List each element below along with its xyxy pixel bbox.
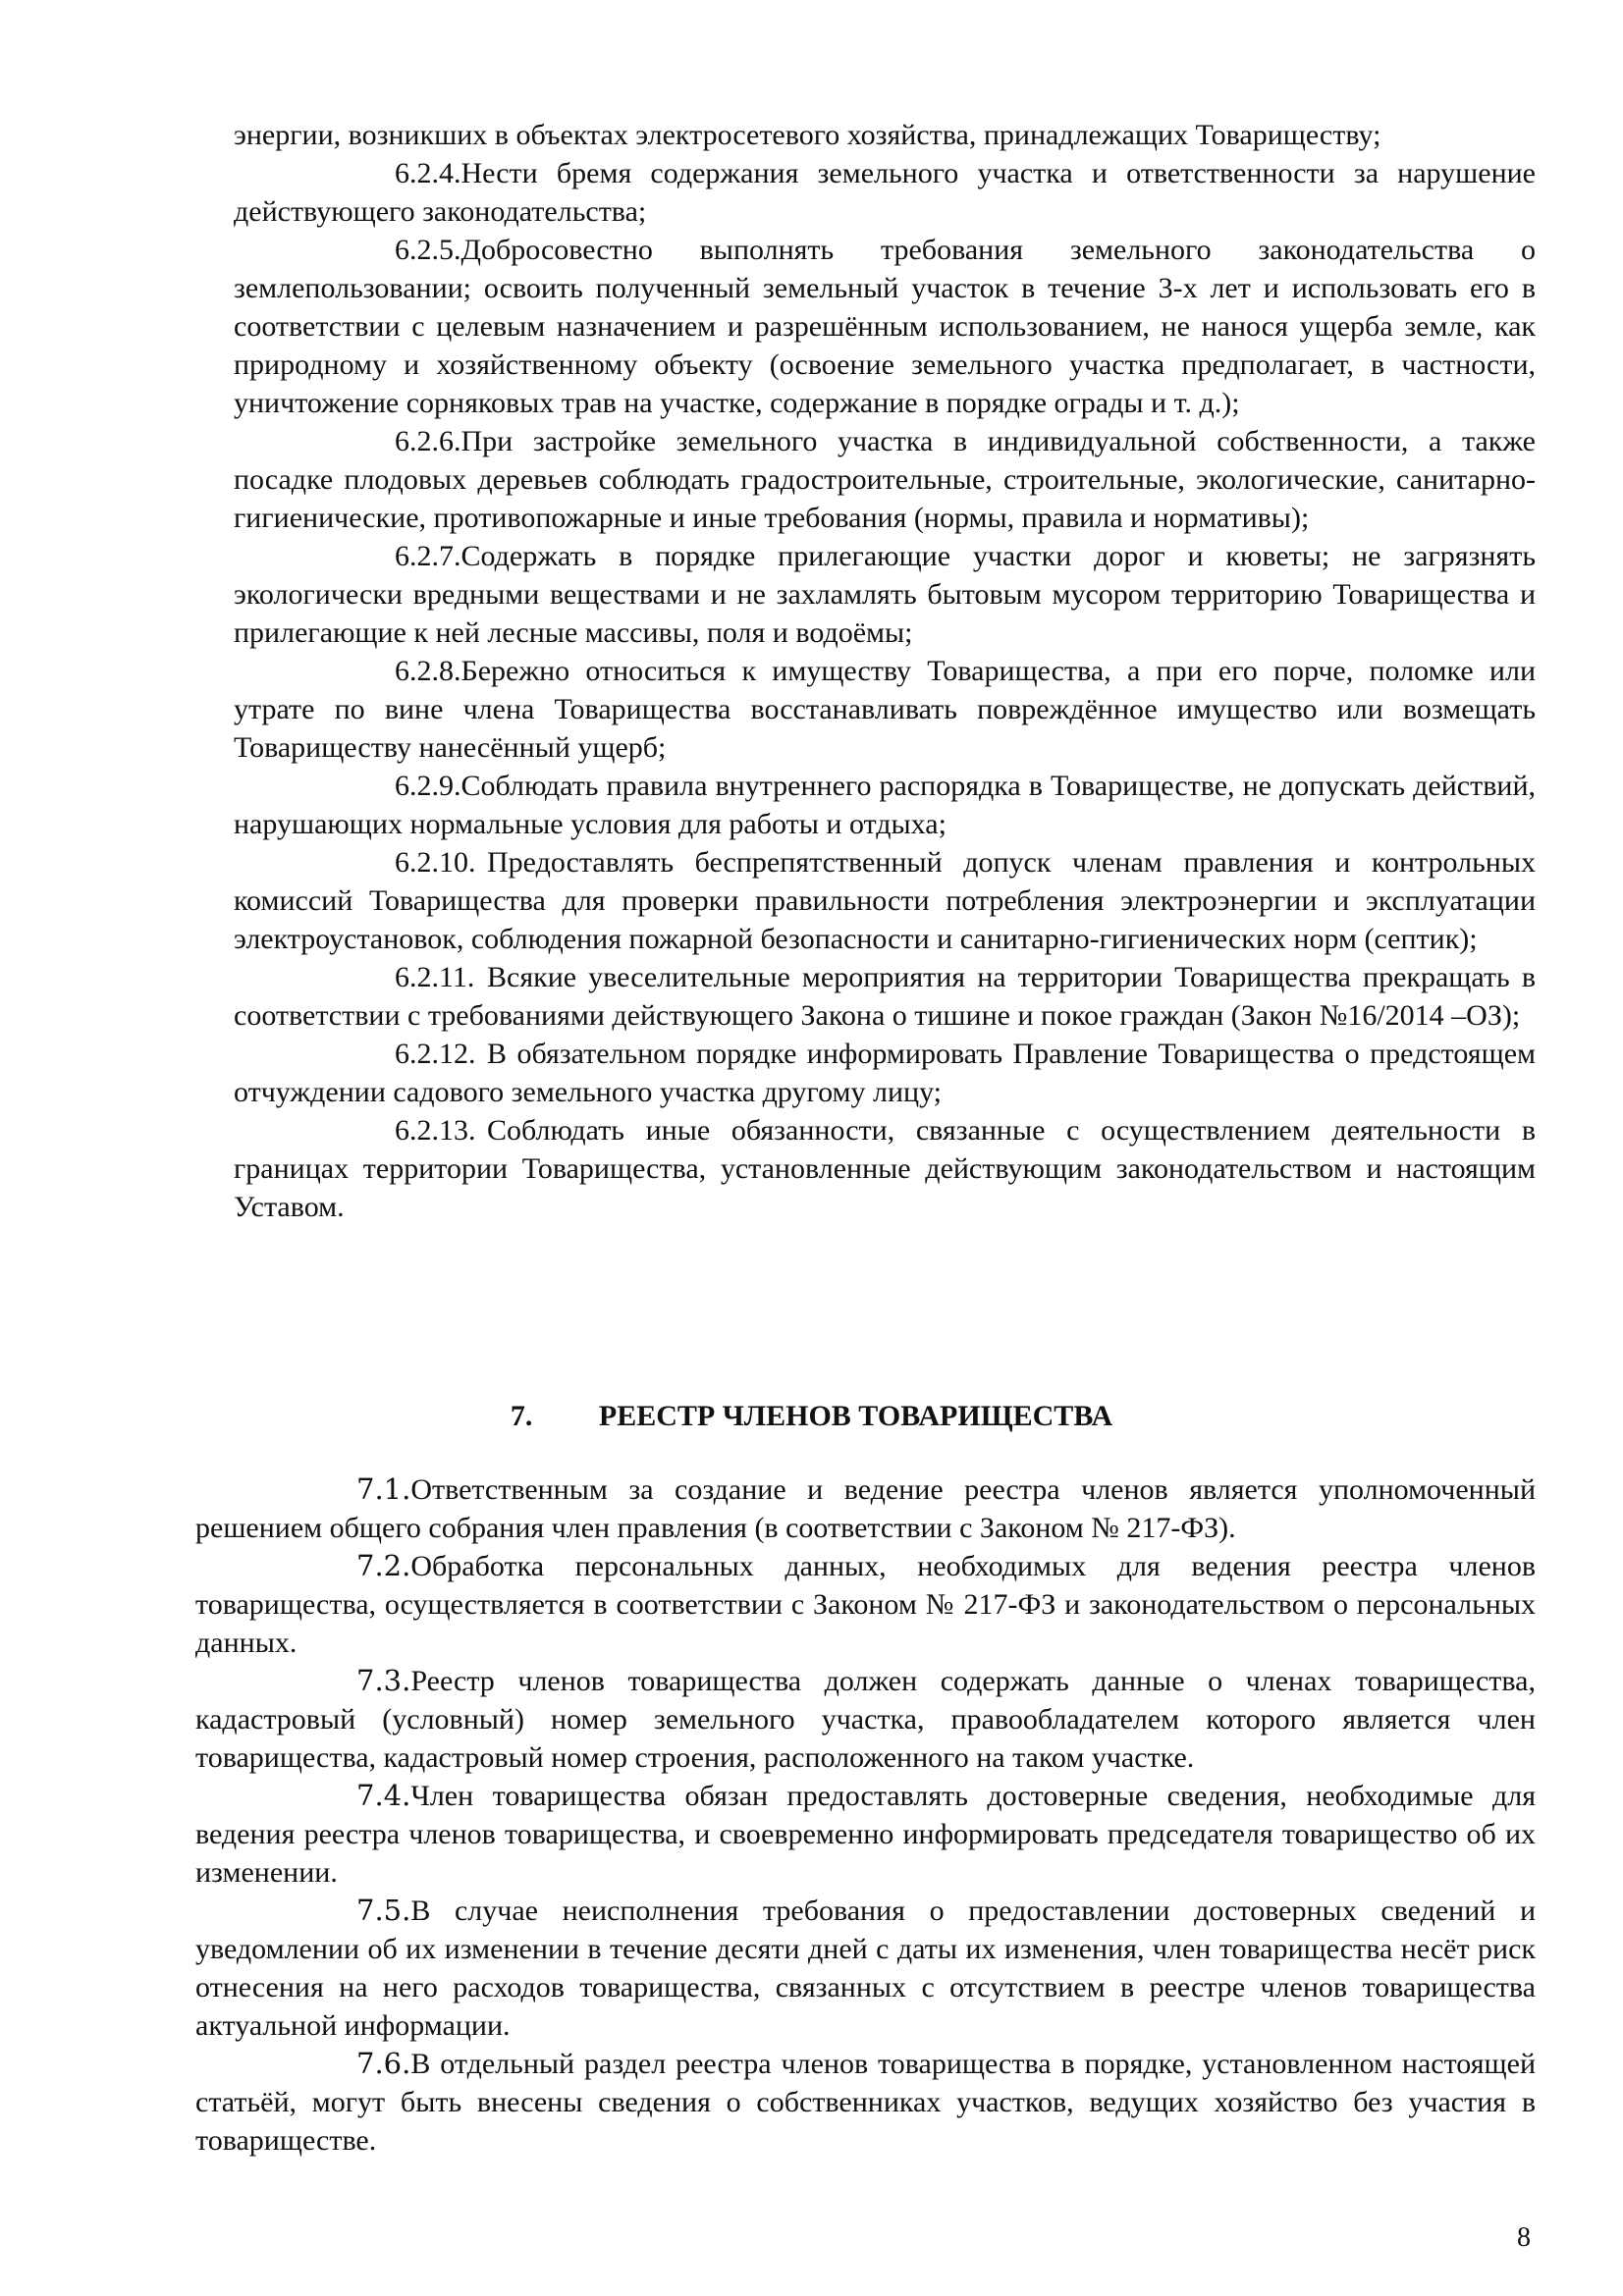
clause-text: Соблюдать иные обязанности, связанные с осуществлением деятельности в границах территории Товарищества, установленные действующим законодательством и настоящим Уставом. [234, 1114, 1536, 1223]
clause-text: Предоставлять беспрепятственный допуск членам правления и контрольных комиссий Товарищества для проверки правильности потребления электроэнергии и эксплуатации электроустановок, соблюдения пожарной безопасности и санитарно-гигиенических норм (септик); [234, 846, 1536, 955]
section-7-heading [0, 1397, 1623, 1435]
clause-number: 6.2.8. [395, 655, 461, 687]
section-7-body [195, 1470, 1536, 2160]
clause-7-4 [195, 1777, 1536, 1892]
clause-number: 6.2.10. [395, 846, 476, 879]
clause-number: 7.6. [356, 2047, 411, 2080]
clause-6-2-9 [234, 767, 1536, 843]
clause-text: Бережно относиться к имуществу Товарищества, а при его порче, поломке или утрате по вине члена Товарищества восстанавливать повреждённое имущество или возмещать Товариществу нанесённый ущерб; [234, 655, 1536, 764]
clause-number: 6.2.4. [395, 157, 461, 189]
section-number: 7. [510, 1400, 533, 1432]
clause-number: 7.2. [356, 1549, 411, 1582]
clause-number: 7.4. [356, 1779, 411, 1812]
clause-number: 6.2.9. [395, 770, 461, 802]
clause-number: 6.2.6. [395, 425, 461, 457]
clause-6-2-10 [234, 843, 1536, 958]
clause-number: 7.5. [356, 1894, 411, 1927]
paragraph-intro: энергии, возникших в объектах электросетевого хозяйства, принадлежащих Товариществу; [234, 119, 1381, 151]
clause-text: При застройке земельного участка в индивидуальной собственности, а также посадке плодовых деревьев соблюдать градостроительные, строительные, экологические, санитарно-гигиенические, противопожарные и иные требования (нормы, правила и нормативы); [234, 425, 1536, 534]
clause-6-2-7 [234, 537, 1536, 652]
clause-text: Соблюдать правила внутреннего распорядка в Товариществе, не допускать действий, нарушающих нормальные условия для работы и отдыха; [234, 770, 1536, 840]
clause-6-2-13 [234, 1111, 1536, 1226]
clause-6-2-4 [234, 154, 1536, 231]
clause-text: Обработка персональных данных, необходимых для ведения реестра членов товарищества, осуществляется в соответствии с Законом № 217-ФЗ и законодательством о персональных данных. [195, 1550, 1536, 1659]
clause-7-5 [195, 1892, 1536, 2045]
page-number: 8 [1517, 2222, 1531, 2253]
clause-7-1 [195, 1470, 1536, 1547]
clause-number: 6.2.7. [395, 540, 461, 572]
clause-text: В случае неисполнения требования о предоставлении достоверных сведений и уведомлении об их изменении в течение десяти дней с даты их изменения, член товарищества несёт риск отнесения на него расходов товарищества, связанных с отсутствием в реестре членов товарищества актуальной информации. [195, 1895, 1536, 2042]
clause-text: Член товарищества обязан предоставлять достоверные сведения, необходимые для ведения реестра членов товарищества, и своевременно информировать председателя товарищество об их изменении. [195, 1780, 1536, 1889]
clause-number: 7.3. [356, 1664, 411, 1697]
clause-7-6 [195, 2045, 1536, 2160]
section-6-continuation [234, 116, 1536, 1226]
clause-6-2-12 [234, 1035, 1536, 1111]
clause-number: 7.1. [356, 1472, 411, 1506]
clause-text: Содержать в порядке прилегающие участки дорог и кюветы; не загрязнять экологически вредными веществами и не захламлять бытовым мусором территорию Товарищества и прилегающие к ней лесные массивы, поля и водоёмы; [234, 540, 1536, 649]
clause-number: 6.2.12. [395, 1038, 476, 1070]
clause-6-2-6 [234, 422, 1536, 537]
clause-text: Реестр членов товарищества должен содержать данные о членах товарищества, кадастровый (условный) номер земельного участка, правообладателем которого является член товарищества, кадастровый номер строения, расположенного на таком участке. [195, 1665, 1536, 1774]
clause-text: Ответственным за создание и ведение реестра членов является уполномоченный решением общего собрания член правления (в соответствии с Законом № 217-ФЗ). [195, 1473, 1536, 1544]
clause-7-2 [195, 1547, 1536, 1662]
clause-6-2-11 [234, 958, 1536, 1035]
clause-6-2-8 [234, 652, 1536, 767]
clause-text: В обязательном порядке информировать Правление Товарищества о предстоящем отчуждении садового земельного участка другому лицу; [234, 1038, 1536, 1108]
section-title: РЕЕСТР ЧЛЕНОВ ТОВАРИЩЕСТВА [598, 1400, 1113, 1432]
clause-number: 6.2.11. [395, 961, 475, 993]
clause-7-3 [195, 1662, 1536, 1777]
clause-6-2-5 [234, 231, 1536, 422]
clause-number: 6.2.5. [395, 234, 461, 266]
clause-text: Всякие увеселительные мероприятия на территории Товарищества прекращать в соответствии с требованиями действующего Закона о тишине и покое граждан (Закон №16/2014 –ОЗ); [234, 961, 1536, 1032]
clause-number: 6.2.13. [395, 1114, 476, 1147]
clause-text: Нести бремя содержания земельного участка и ответственности за нарушение действующего законодательства; [234, 157, 1536, 228]
clause-text: В отдельный раздел реестра членов товарищества в порядке, установленном настоящей статьёй, могут быть внесены сведения о собственниках участков, ведущих хозяйство без участия в товариществе. [195, 2048, 1536, 2157]
clause-text: Добросовестно выполнять требования земельного законодательства о землепользовании; освоить полученный земельный участок в течение 3-х лет и использовать его в соответствии с целевым назначением и разрешённым использованием, не нанося ущерба земле, как природному и хозяйственному объекту (освоение земельного участка предполагает, в частности, уничтожение сорняковых трав на участке, содержание в порядке ограды и т. д.); [234, 234, 1536, 419]
